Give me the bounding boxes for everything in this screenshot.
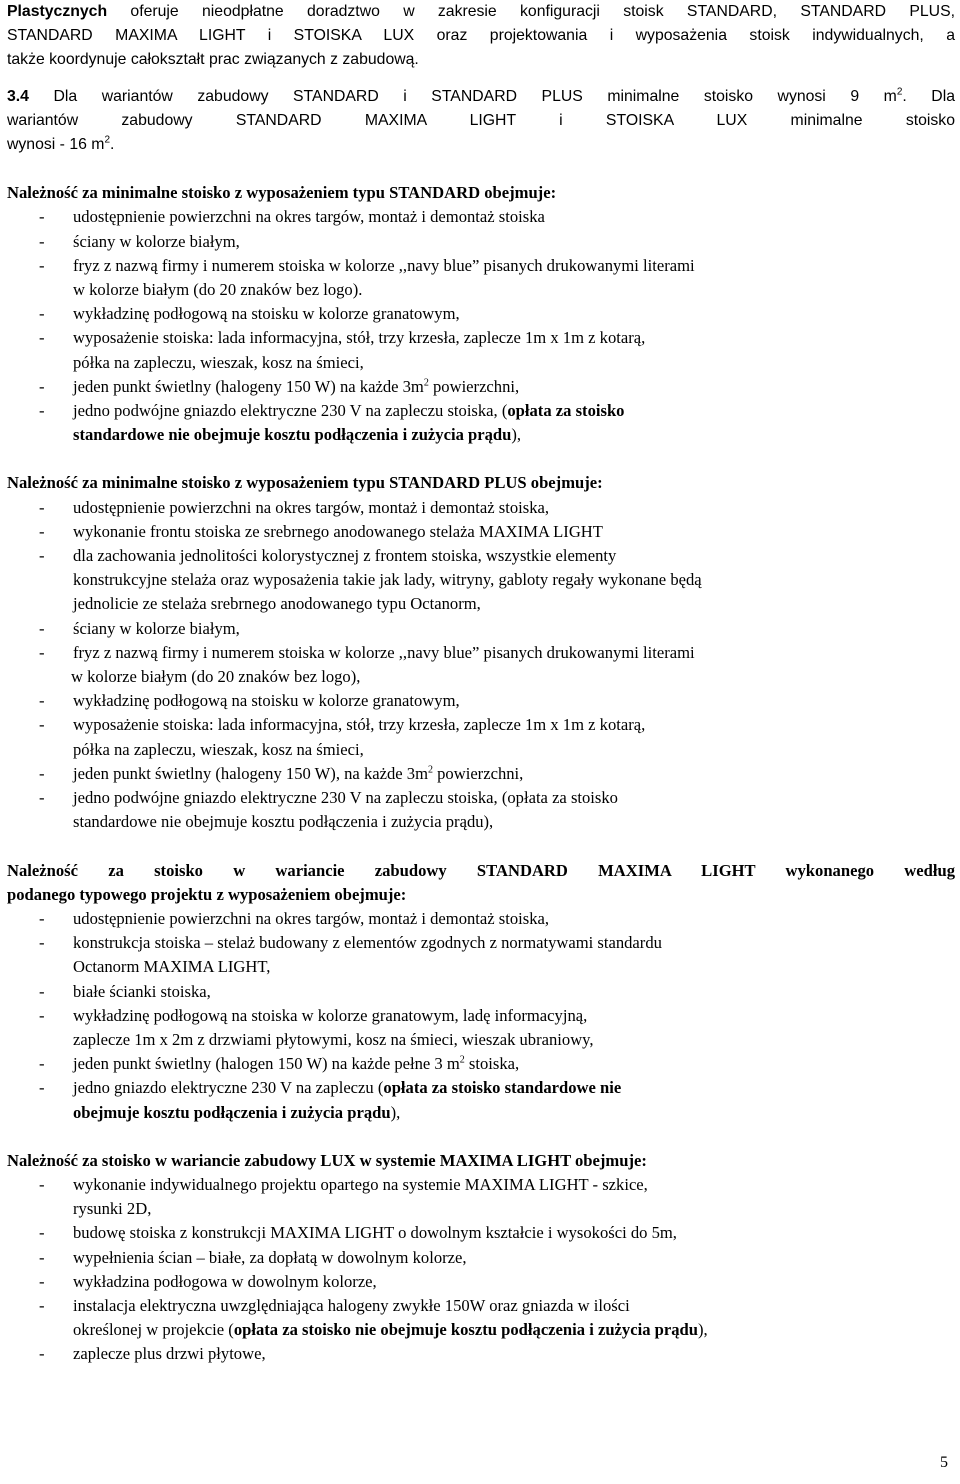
intro-bold: Plastycznych: [7, 3, 108, 20]
list-item: - wykładzina podłogowa w dowolnym kolorze,: [39, 1271, 377, 1291]
lux-list: [7, 1173, 955, 1367]
list-item: - jeden punkt świetlny (halogeny 150 W) na każde $3m^2$ powierzchni,: [39, 376, 520, 396]
list-item-continuation: półka na zapleczu, wieszak, kosz na śmieci,: [73, 739, 364, 759]
list-item: - zaplecze plus drzwi płytowe,: [39, 1344, 266, 1364]
intro-paragraph: [7, 0, 955, 73]
list-item-continuation: w kolorze białym (do 20 znaków bez logo),: [71, 667, 361, 687]
list-item: - fryz z nazwą firmy i numerem stoiska w kolorze ,,navy blue” pisanych drukowanymi literami: [39, 255, 695, 275]
standard-section: [7, 181, 955, 447]
list-item: - jedno gniazdo elektryczne 230 V na zapleczu (opłata za stoisko standardowe nie: [39, 1078, 622, 1098]
list-item-continuation: w kolorze białym (do 20 znaków bez logo).: [73, 280, 363, 300]
list-item: - wykonanie frontu stoiska ze srebrnego anodowanego stelaża MAXIMA LIGHT: [39, 521, 603, 541]
section-3-4-line-2: wariantów zabudowy STANDARD MAXIMA LIGHT i STOISKA LUX minimalne stoisko: [7, 111, 955, 129]
list-item: - udostępnienie powierzchni na okres targów, montaż i demontaż stoiska,: [39, 908, 550, 928]
list-item: - budowę stoiska z konstrukcji MAXIMA LIGHT o dowolnym kształcie i wysokości do 5m,: [39, 1223, 677, 1243]
section-number: 3.4: [7, 87, 29, 105]
list-item: - fryz z nazwą firmy i numerem stoiska w kolorze ,,navy blue” pisanych drukowanymi literami: [39, 642, 695, 662]
list-item: - jeden punkt świetlny (halogeny 150 W), na każde $3m^2$ powierzchni,: [39, 763, 524, 783]
list-item: - wypełnienia ścian – białe, za dopłatą w dowolnym kolorze,: [39, 1247, 467, 1267]
page-number: 5: [940, 1454, 948, 1471]
maxima-list: [7, 907, 955, 1125]
list-item: - wyposażenie stoiska: lada informacyjna, stół, trzy krzesła, zaplecze 1m x 1m z kotarą,: [39, 328, 646, 348]
list-item: - wykonanie indywidualnego projektu opartego na systemie MAXIMA LIGHT - szkice,: [39, 1174, 648, 1194]
list-item: - udostępnienie powierzchni na okres targów, montaż i demontaż stoiska: [39, 207, 545, 227]
list-item-continuation: Octanorm MAXIMA LIGHT,: [73, 957, 271, 977]
list-item: - udostępnienie powierzchni na okres targów, montaż i demontaż stoiska,: [39, 497, 550, 517]
maxima-light-section: [7, 859, 955, 1125]
standard-plus-section: [7, 471, 955, 834]
standard-plus-list: [7, 496, 955, 835]
list-item-continuation: określonej w projekcie (opłata za stoisko nie obejmuje kosztu podłączenia i zużycia prądu),: [73, 1320, 708, 1340]
lux-section: [7, 1149, 955, 1367]
list-item: - wykładzinę podłogową na stoisku w kolorze granatowym,: [39, 304, 460, 324]
standard-heading: Należność za minimalne stoisko z wyposażeniem typu STANDARD obejmuje:: [7, 183, 557, 203]
lux-heading: Należność za stoisko w wariancie zabudowy LUX w systemie MAXIMA LIGHT obejmuje:: [7, 1150, 647, 1170]
list-item: - instalacja elektryczna uwzględniająca halogeny zwykłe 150W oraz gniazda w ilości: [39, 1295, 630, 1315]
list-item-continuation: standardowe nie obejmuje kosztu podłączenia i zużycia prądu),: [73, 425, 522, 445]
list-item: - dla zachowania jednolitości kolorystycznej z frontem stoiska, wszystkie elementy: [39, 546, 617, 566]
section-3-4-line-1: 3.4 Dla wariantów zabudowy STANDARD i STANDARD PLUS minimalne stoisko wynosi 9 $m^2$. Dla: [7, 86, 955, 105]
list-item: - konstrukcja stoiska – stelaż budowany z elementów zgodnych z normatywami standardu: [39, 933, 662, 953]
intro-line-1: Plastycznych oferuje nieodpłatne doradztwo w zakresie konfiguracji stoisk STANDARD, STANDARD PLUS,: [7, 3, 955, 20]
list-item: - ściany w kolorze białym,: [39, 231, 240, 251]
intro-line-3: także koordynuje całokształt prac związanych z zabudową.: [7, 51, 419, 69]
list-item: - wykładzinę podłogową na stoiska w kolorze granatowym, ladę informacyjną,: [39, 1005, 588, 1025]
list-item-continuation: rysunki 2D,: [73, 1199, 152, 1219]
list-item: - wykładzinę podłogową na stoisku w kolorze granatowym,: [39, 691, 460, 711]
list-item-continuation: półka na zapleczu, wieszak, kosz na śmieci,: [73, 352, 364, 372]
maxima-heading-line-2: podanego typowego projektu z wyposażeniem obejmuje:: [7, 884, 407, 904]
maxima-heading-line-1: Należność za stoisko w wariancie zabudowy STANDARD MAXIMA LIGHT wykonanego według: [7, 860, 955, 880]
standard-plus-heading: Należność za minimalne stoisko z wyposażeniem typu STANDARD PLUS obejmuje:: [7, 473, 603, 493]
list-item-continuation: jednolicie ze stelaża srebrnego anodowanego typu Octanorm,: [73, 594, 481, 614]
list-item-continuation: obejmuje kosztu podłączenia i zużycia prądu),: [73, 1102, 401, 1122]
list-item-continuation: standardowe nie obejmuje kosztu podłączenia i zużycia prądu),: [73, 812, 494, 832]
document-page: [7, 0, 955, 1367]
standard-list: [7, 205, 955, 447]
list-item: - jedno podwójne gniazdo elektryczne 230 V na zapleczu stoiska, (opłata za stoisko: [39, 401, 625, 421]
list-item-continuation: zaplecze 1m x 2m z drzwiami płytowymi, kosz na śmieci, wieszak ubraniowy,: [73, 1029, 594, 1049]
list-item: - ściany w kolorze białym,: [39, 618, 240, 638]
list-item-continuation: konstrukcyjne stelaża oraz wyposażenia takie jak lady, witryny, gabloty regały wykonane będą: [73, 570, 702, 590]
list-item: - jeden punkt świetlny (halogen 150 W) na każde pełne 3 $m^2$ stoiska,: [39, 1054, 520, 1074]
section-3-4-line-3: wynosi - 16 $m^2$.: [7, 134, 115, 154]
list-item: - białe ścianki stoiska,: [39, 981, 211, 1001]
list-item: - jedno podwójne gniazdo elektryczne 230 V na zapleczu stoiska, (opłata za stoisko: [39, 788, 618, 808]
intro-line-2: STANDARD MAXIMA LIGHT i STOISKA LUX oraz projektowania i wyposażenia stoisk indywidualnych, a: [7, 27, 955, 45]
section-3-4: [7, 85, 955, 158]
list-item: - wyposażenie stoiska: lada informacyjna, stół, trzy krzesła, zaplecze 1m x 1m z kotarą,: [39, 715, 646, 735]
